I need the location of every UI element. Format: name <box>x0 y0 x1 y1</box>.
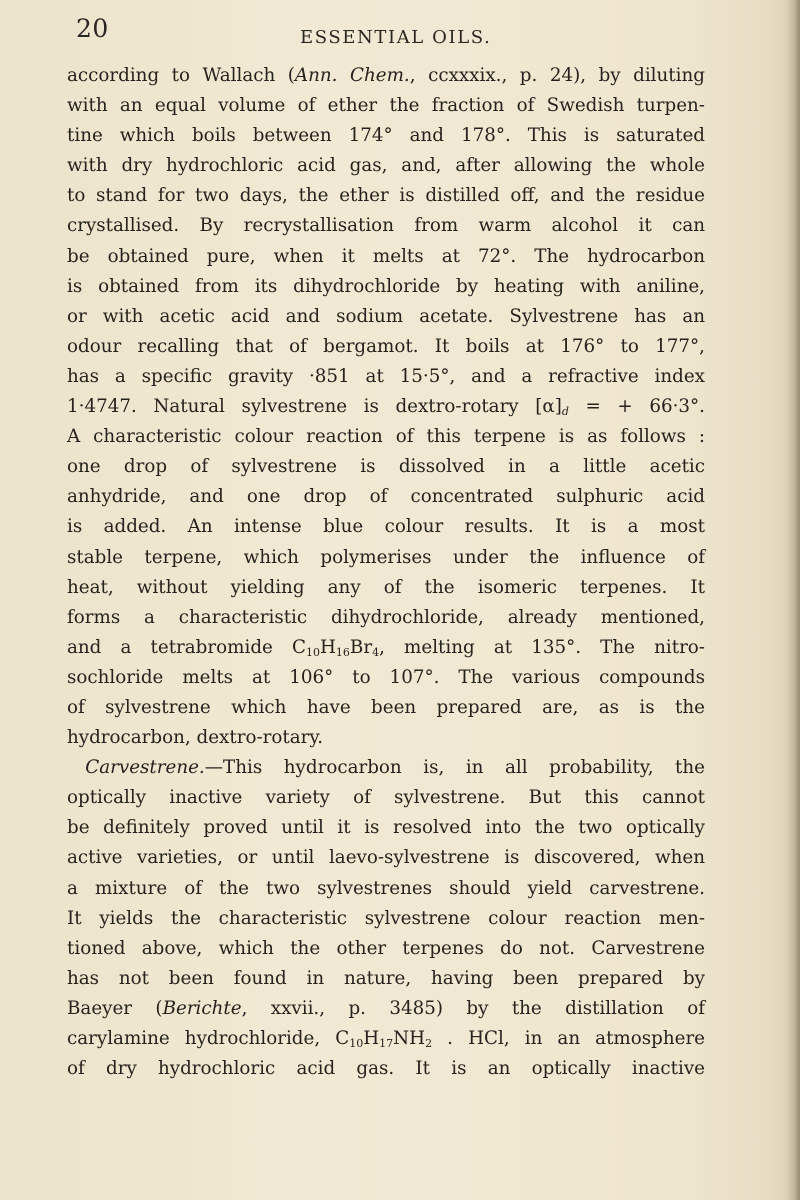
running-title: ESSENTIAL OILS. <box>300 27 492 48</box>
text-line: active varieties, or until laevo-sylvestrene is discovered, when <box>67 847 705 869</box>
text-line: with dry hydrochloric acid gas, and, after allowing the whole <box>67 155 705 177</box>
text-line: of dry hydrochloric acid gas. It is an optically inactive <box>67 1058 705 1080</box>
text-line: has not been found in nature, having been prepared by <box>67 967 705 989</box>
text-line: A characteristic colour reaction of this terpene is as follows : <box>67 426 705 448</box>
text-line: be definitely proved until it is resolved into the two optically <box>67 817 705 839</box>
text-line: Baeyer (Berichte, xxvii., p. 3485) by the distillation of <box>67 997 705 1019</box>
text-line: with an equal volume of ether the fraction of Swedish turpen- <box>67 95 705 117</box>
text-line: or with acetic acid and sodium acetate. Sylvestrene has an <box>67 305 705 327</box>
text-line: and a tetrabromide $C_{10}H_{16}Br_4$, melting at 135°. The nitro- <box>67 636 705 659</box>
text-line: hydrocarbon, dextro-rotary. <box>67 727 324 749</box>
text-line: tine which boils between 174° and 178°. This is saturated <box>67 125 705 147</box>
page-number: 20 <box>76 14 109 43</box>
text-line: be obtained pure, when it melts at 72°. The hydrocarbon <box>67 245 705 267</box>
text-line: optically inactive variety of sylvestrene. But this cannot <box>67 787 705 809</box>
text-line: is obtained from its dihydrochloride by heating with aniline, <box>67 275 705 297</box>
text-line: sochloride melts at 106° to 107°. The various compounds <box>67 666 705 688</box>
text-line: has a specific gravity ·851 at 15·5°, and a refractive index <box>67 365 705 387</box>
binding-edge-shadow <box>786 0 800 1200</box>
text-line: forms a characteristic dihydrochloride, already mentioned, <box>67 606 705 628</box>
text-line: carylamine hydrochloride, $C_{10}H_{17}NH_2$ . HCl, in an atmosphere <box>67 1028 705 1050</box>
text-line: according to Wallach (Ann. Chem., ccxxxix., p. 24), by diluting <box>67 65 705 86</box>
text-line: anhydride, and one drop of concentrated sulphuric acid <box>67 486 705 508</box>
text-line: Carvestrene.—This hydrocarbon is, in all probability, the <box>85 757 705 779</box>
text-line: odour recalling that of bergamot. It boils at 176° to 177°, <box>67 335 705 357</box>
text-line: of sylvestrene which have been prepared are, as is the <box>67 696 705 718</box>
text-line: to stand for two days, the ether is distilled off, and the residue <box>67 185 705 207</box>
text-line: tioned above, which the other terpenes do not. Carvestrene <box>67 937 705 959</box>
text-line: one drop of sylvestrene is dissolved in a little acetic <box>67 456 705 478</box>
text-line: crystallised. By recrystallisation from warm alcohol it can <box>67 215 705 237</box>
text-line: It yields the characteristic sylvestrene colour reaction men- <box>67 907 705 929</box>
text-line: is added. An intense blue colour results. It is a most <box>67 516 705 538</box>
section-heading-carvestrene: Carvestrene. <box>85 757 205 779</box>
text-line: a mixture of the two sylvestrenes should yield carvestrene. <box>67 877 705 899</box>
text-line: 1·4747. Natural sylvestrene is dextro-rotary $[\alpha]_d$ = + 66·3°. <box>67 396 705 419</box>
text-line: stable terpene, which polymerises under the influence of <box>67 546 705 568</box>
body-text <box>67 61 705 1084</box>
text-line: heat, without yielding any of the isomeric terpenes. It <box>67 576 705 598</box>
